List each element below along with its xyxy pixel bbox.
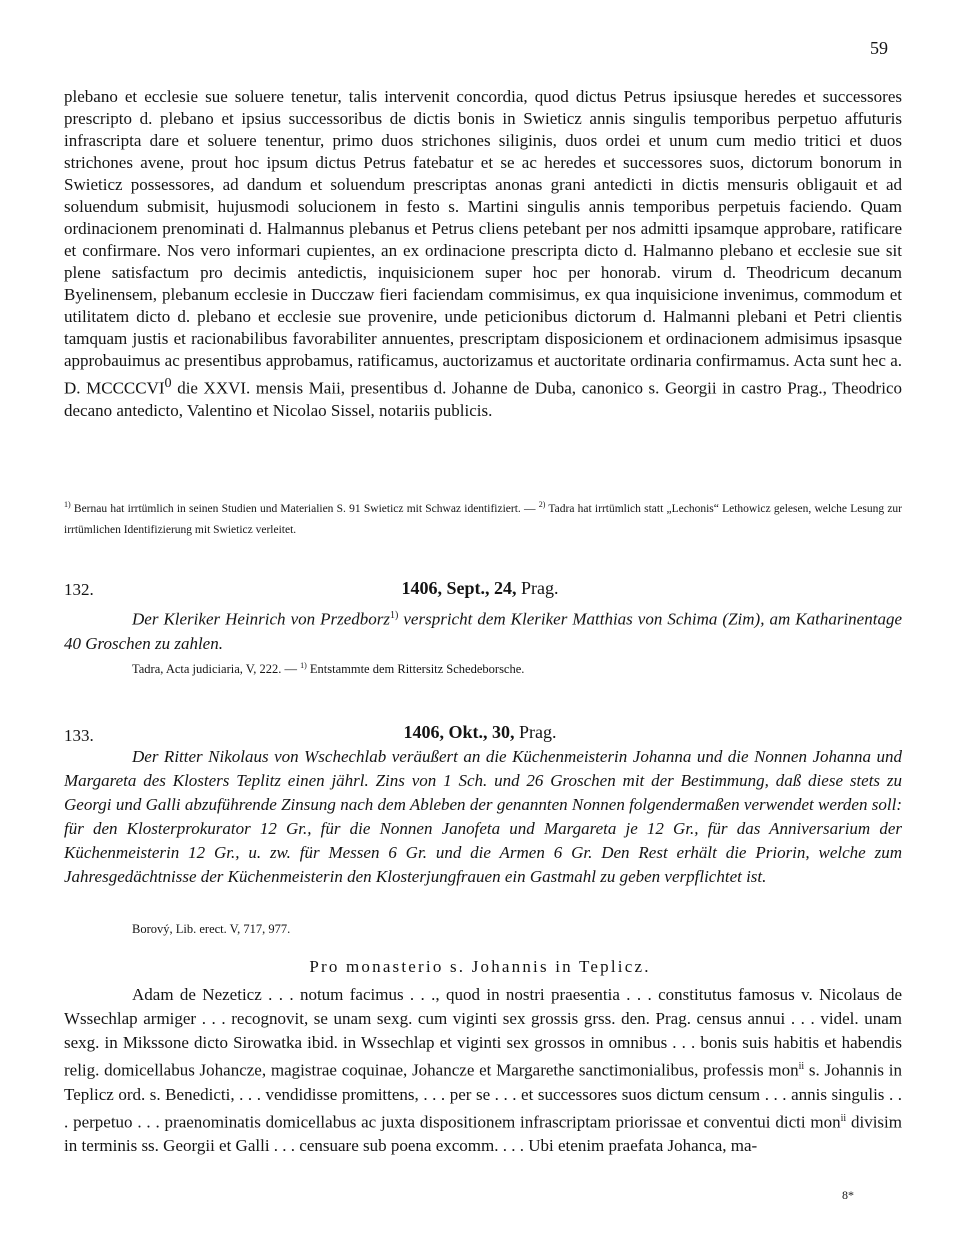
footnote-2-mark: 2) <box>538 500 546 509</box>
latin-charter-text <box>64 983 902 1158</box>
footnote-1-text: Bernau hat irrtümlich in seinen Studien und Materialien S. 91 Swieticz mit Schwaz identifiziert. — <box>70 502 539 515</box>
signature-mark: 8* <box>842 1188 854 1202</box>
entry-132-source <box>132 661 524 677</box>
entry-132-source-note: Entstammte dem Rittersitz Schedeborsche. <box>306 662 525 677</box>
entry-133-summary: Der Ritter Nikolaus von Wschechlab veräußert an die Küchenmeisterin Johanna und die Nonnen Johanna und Margareta des Klosters Teplitz einen jährl. Zins von 1 Sch. und 26 Groschen mit der Bestimmung, daß diese stets zu Georgi und Galli abzuführende Zinsung nach dem Ableben der genannten Nonnen folgendermaßen verwendet werden soll: für den Klosterprokurator 12 Gr., für die Nonnen Janofeta und Margareta je 12 Gr., für das Anniversarium der Küchenmeisterin 12 Gr., u. zw. für Messen 6 Gr. und die Armen 6 Gr. Den Rest erhält die Priorin, welche zum Jahresgedächtnisse der Küchenmeisterin den Klosterjungfrauen ein Gastmahl zu geben verpflichtet ist. <box>64 747 902 886</box>
entry-132-summary-after: verspricht dem Kleriker Matthias von Schima (Zim), am Katharinentage 40 Groschen zu zahlen. <box>64 609 902 653</box>
entry-132-summary <box>64 604 902 656</box>
latin-text-part-3: divisim in terminis ss. Georgii et Galli . . . censuare sub poena excomm. . . . Ubi etenim praefata Johanca, ma- <box>64 1112 902 1156</box>
latin-text-part-1: Adam de Nezeticz . . . notum facimus . . ., quod in nostri praesentia . . . constitutus famosus v. Nicolaus de Wssechlap armiger . . . recognovit, se unam sexg. cum viginti sex grossis grss. den. Prag. census annui . . . videl. unam sexg. in Mikssone dicto Sirowatka ibid. in Wssechlap et viginti sex grossos in omnibus . . . bonis suis habitis et habendis relig. domicellabus Johancze, magistrae coquinae, Johancze et Margarethe sanctimonialibus, professis mon <box>64 985 902 1080</box>
entry-132-place: Prag. <box>521 578 559 598</box>
entry-132-source-text: Tadra, Acta judiciaria, V, 222. — <box>132 662 301 677</box>
main-text-end: die XXVI. mensis Maii, presentibus d. Johanne de Duba, canonico s. Georgii in castro Prag., Theodrico decano antedicto, Valentino et Nicolao Sissel, notariis publicis. <box>64 378 902 420</box>
main-text: plebano et ecclesie sue soluere tenetur, talis intervenit concordia, quod dictus Petrus ipsiusque heredes et successores prescripto d. plebano et ipsius successoribus de dictis bonis in Swieticz annis singulis temporibus perpetuo affuturis infrascripta dare et soluere tenentur, primo duos strichones siliginis, duos ordei et unum cum medio tritici et duos strichones avene, prout hoc ipsum dictus Petrus fatebatur et se ac heredes et successores suos, dictorum bonorum in Swieticz possessores, ad dandum et soluendum prescriptas anonas grani antedicti in dictis mensuris obligauit et ad soluendum submisit, hujusmodi solucionem in festo s. Martini singulis annis temporibus perpetuis faciendo. Quam ordinacionem prenominati d. Halmannus plebanus et Petrus cliens petebant per nos admitti ipsamque approbare, ratificare et confirmare. Nos vero informari cupientes, an ex ordinacione prescripta dicto d. Halmanno plebano et ecclesie sue sit plene satisfactum pro decimis antedictis, inquisicionem super hoc per honorab. virum d. Theodricum decanum Byelinensem, plebanum ecclesie in Ducczaw fieri faciendam commisimus, ex qua inquisicione invenimus, commodum et utilitatem dicto d. plebano et ecclesie sue provenire, unde peticionibus dictorum d. Halmanni plebani et Petri clientis tamquam justis et racionabilibus favorabiliter annuentes, prescriptam disposicionem et ordinacionem admisimus ipsasque approbauimus ac presentibus approbamus, ratificamus, auctorizamus et auctoritate ordinaria confirmamus. Acta sunt hec a. D. MCCCCVI <box>64 87 902 398</box>
latin-sup-1: ii <box>798 1061 805 1072</box>
footnotes <box>64 494 902 541</box>
latin-text-part-2: s. Johannis in Teplicz ord. s. Benedicti, . . . vendidisse promittens, . . . per se . . . et successores suos dictum censum . . . annis singulis . . . perpetuo . . . praenominatis domicellabus ac juxta dispositionem infrascriptam priorissae et conventui dicti mon <box>64 1060 902 1132</box>
page-number: 59 <box>870 38 888 58</box>
entry-133-source: Borový, Lib. erect. V, 717, 977. <box>132 922 291 936</box>
main-text-superscript: 0 <box>164 375 172 391</box>
footnote-2-text: Tadra hat irrtümlich statt „Lechonis“ Lethowicz gelesen, welche Lesung zur irrtümlichen Identifizierung mit Swieticz verleitet. <box>64 502 902 536</box>
entry-132-date-main: 1406, Sept., 24, <box>401 578 517 598</box>
latin-sup-2: ii <box>840 1112 847 1124</box>
entry-132-source-sup: 1) <box>300 661 307 670</box>
section-heading: Pro monasterio s. Johannis in Teplicz. <box>309 957 651 976</box>
footnote-1-mark: 1) <box>64 500 71 509</box>
entry-132-summary-before: Der Kleriker Heinrich von Przedborz <box>132 609 391 629</box>
main-text-paragraph <box>64 86 902 422</box>
entry-132-date <box>0 578 960 599</box>
entry-133-date <box>0 722 960 743</box>
entry-133-number: 133. <box>64 726 94 745</box>
entry-133-place: Prag. <box>519 722 557 742</box>
entry-132-number: 132. <box>64 580 94 599</box>
entry-133-date-main: 1406, Okt., 30, <box>403 722 515 742</box>
entry-132-summary-sup: 1) <box>390 610 399 621</box>
